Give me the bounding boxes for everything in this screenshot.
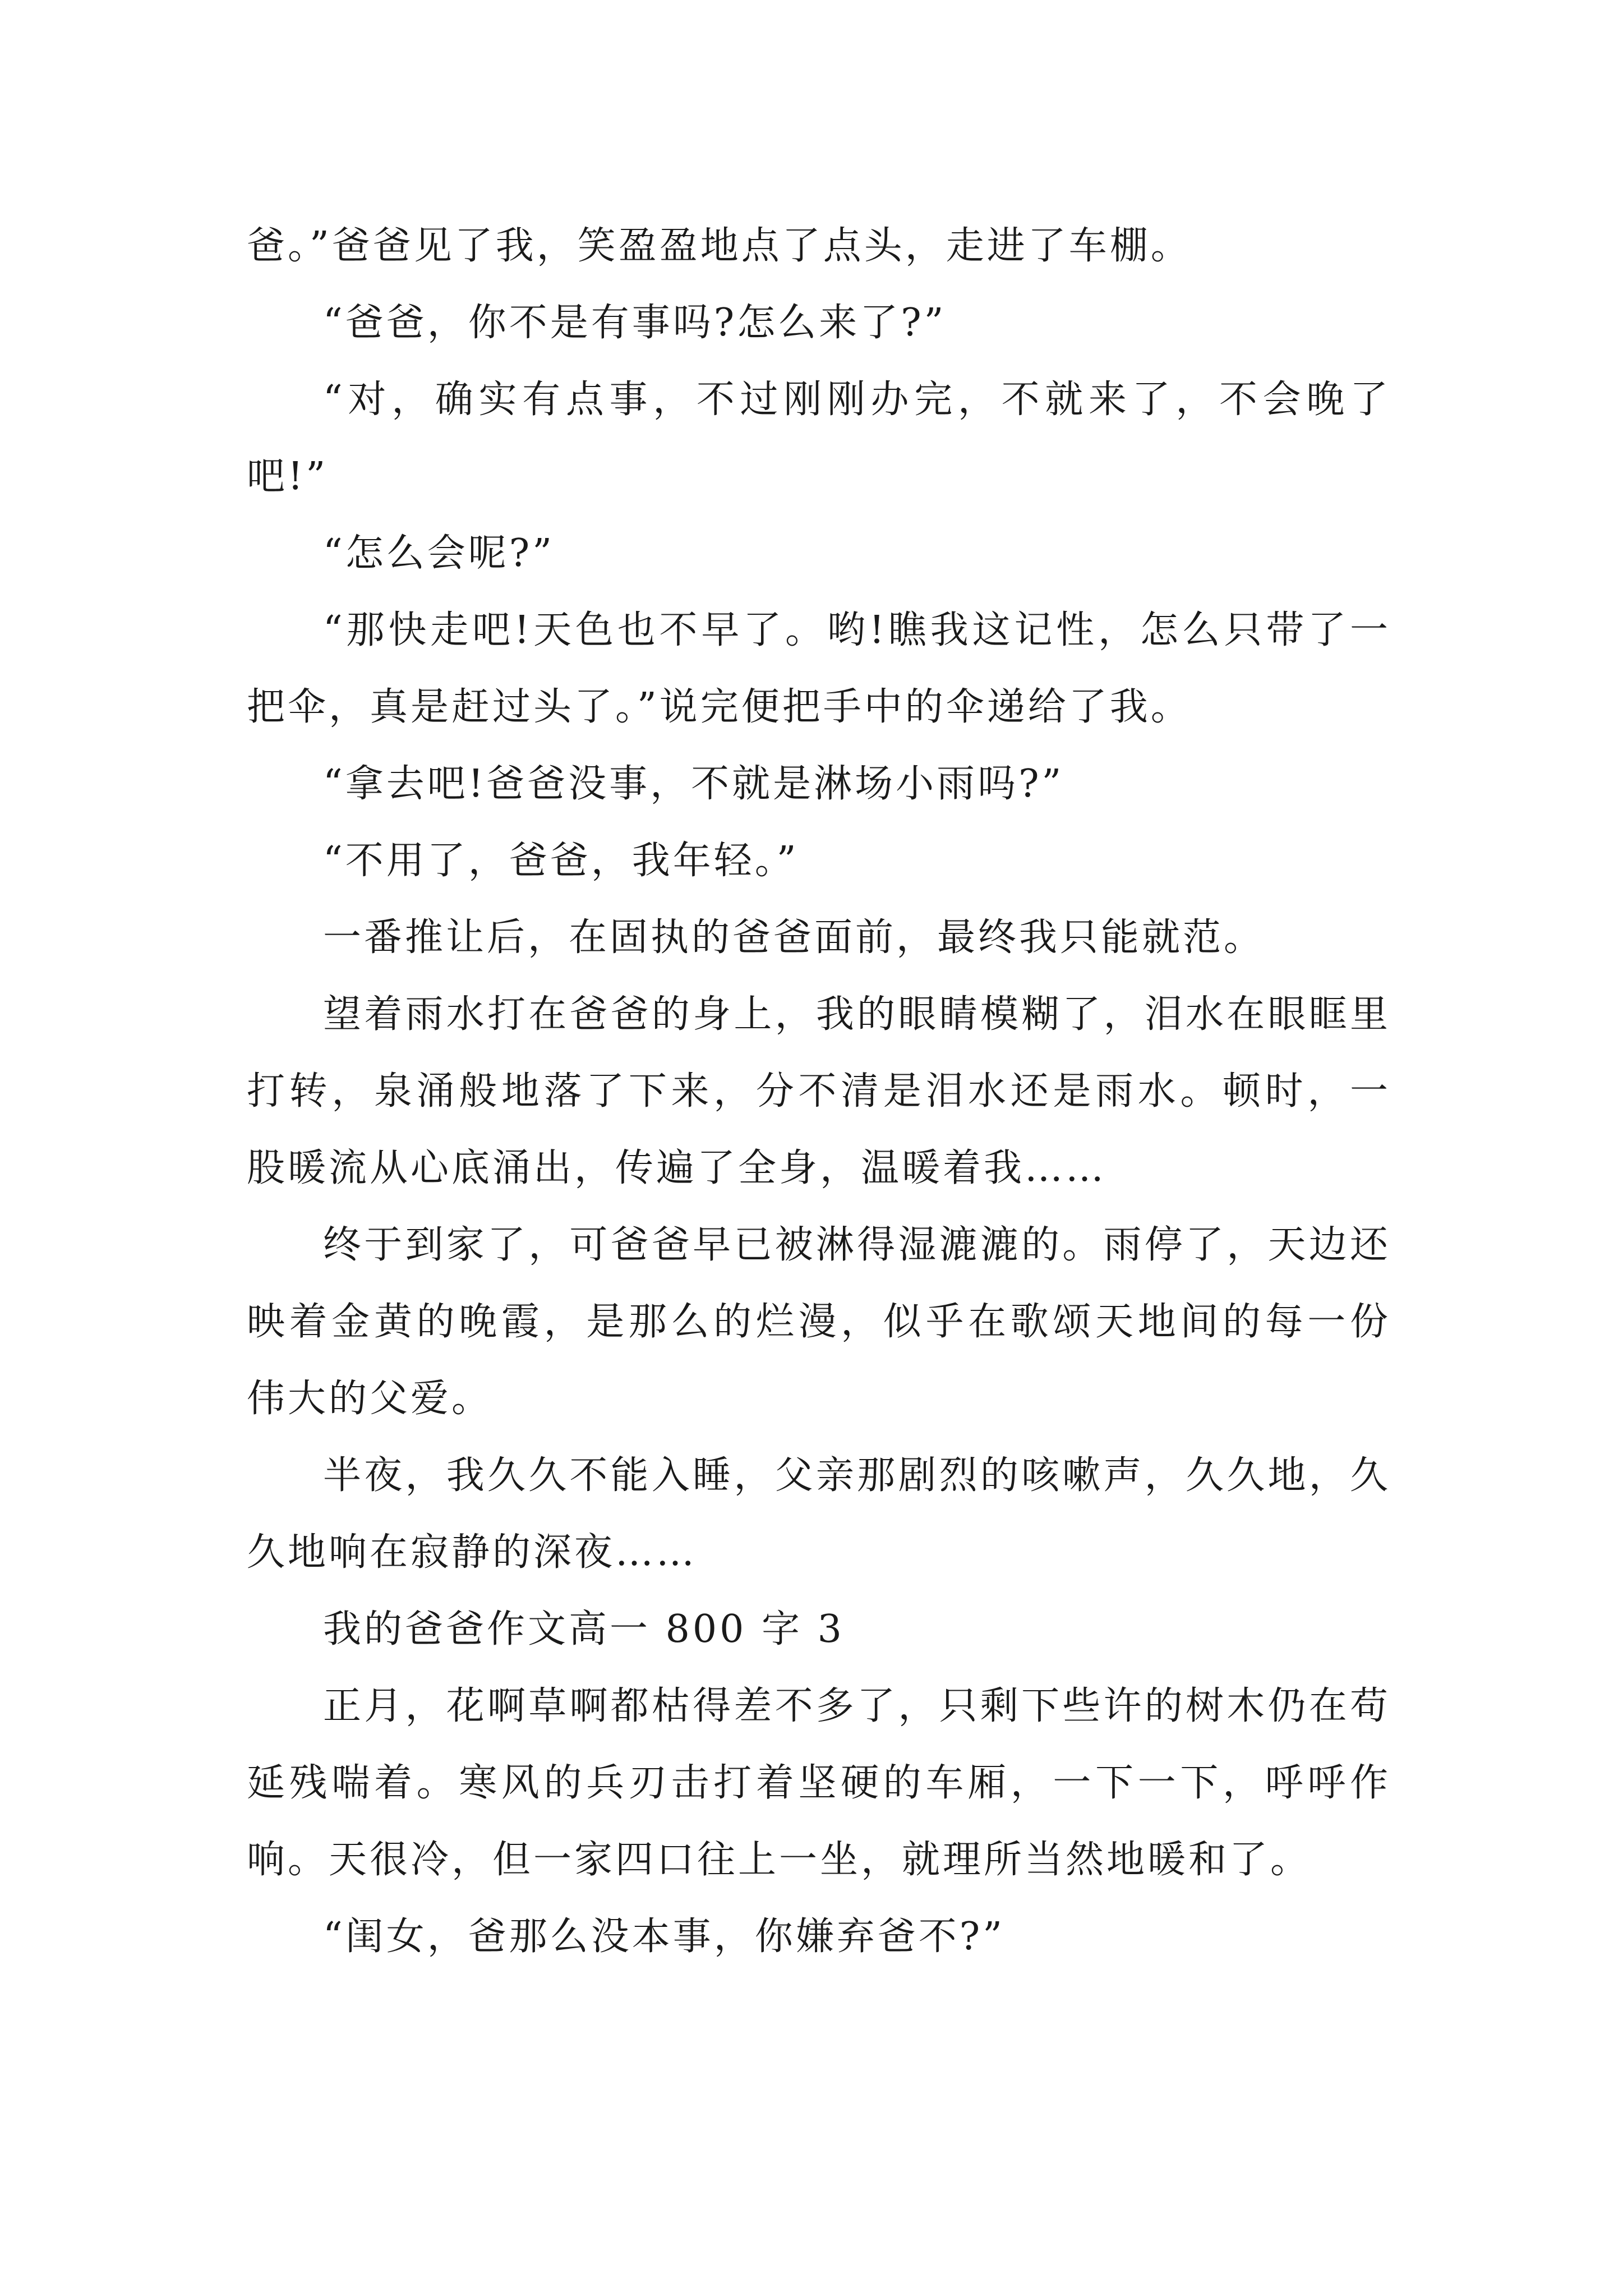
- paragraph: “怎么会呢?”: [323, 531, 555, 576]
- paragraph: 终于到家了，可爸爸早已被淋得湿漉漉的。雨停了，天边还映着金黄的晚霞，是那么的烂漫，似乎在歌颂天地间的每一份伟大的父爱。: [247, 1223, 1391, 1421]
- paragraph: “对，确实有点事，不过刚刚办完，不就来了，不会晚了吧!”: [247, 378, 1391, 499]
- section-heading: 我的爸爸作文高一 800 字 3: [323, 1607, 845, 1651]
- paragraph: “拿去吧!爸爸没事，不就是淋场小雨吗?”: [323, 762, 1064, 806]
- paragraph: “爸爸，你不是有事吗?怎么来了?”: [323, 301, 947, 345]
- paragraph: 爸。”爸爸见了我，笑盈盈地点了点头，走进了车棚。: [247, 224, 1192, 268]
- paragraph: “不用了，爸爸，我年轻。”: [323, 839, 799, 883]
- document-page: [247, 208, 1391, 1975]
- paragraph: “那快走吧!天色也不早了。哟!瞧我这记性，怎么只带了一把伞，真是赶过头了。”说完便把手中的伞递给了我。: [247, 608, 1391, 729]
- paragraph: 一番推让后，在固执的爸爸面前，最终我只能就范。: [323, 915, 1265, 960]
- paragraph: “闺女，爸那么没本事，你嫌弃爸不?”: [323, 1915, 1005, 1959]
- paragraph: 正月，花啊草啊都枯得差不多了，只剩下些许的树木仍在苟延残喘着。寒风的兵刃击打着坚硬的车厢，一下一下，呼呼作响。天很冷，但一家四口往上一坐，就理所当然地暖和了。: [247, 1684, 1391, 1882]
- paragraph: 半夜，我久久不能入睡，父亲那剧烈的咳嗽声，久久地，久久地响在寂静的深夜……: [247, 1453, 1391, 1575]
- paragraph: 望着雨水打在爸爸的身上，我的眼睛模糊了，泪水在眼眶里打转，泉涌般地落了下来，分不清是泪水还是雨水。顿时，一股暖流从心底涌出，传遍了全身，温暖着我……: [247, 992, 1391, 1190]
